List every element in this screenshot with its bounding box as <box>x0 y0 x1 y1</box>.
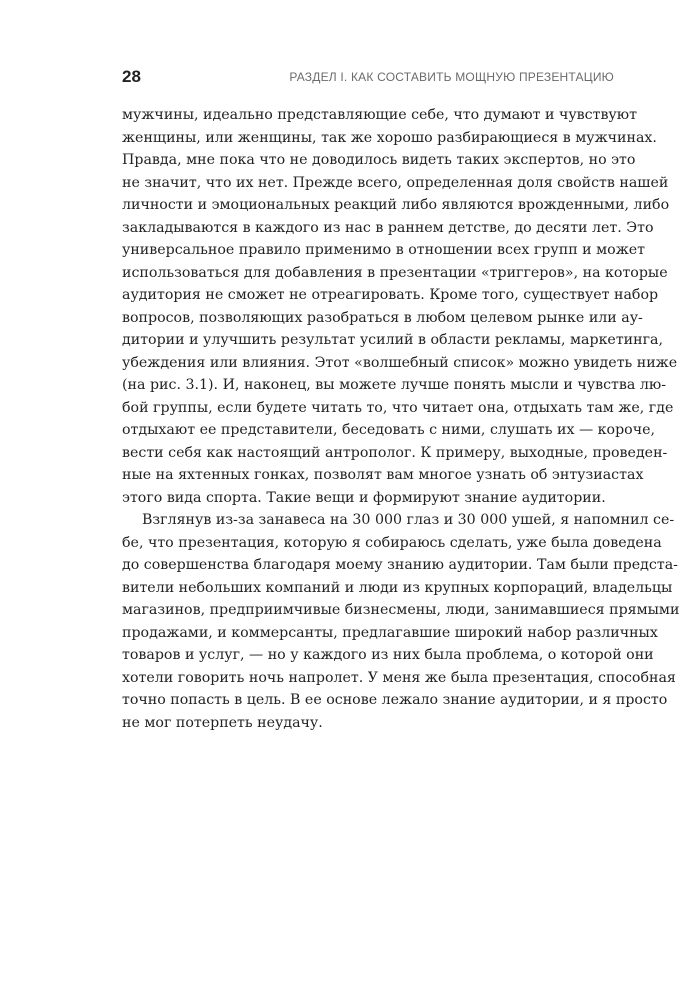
text-line: мужчины, идеально представляющие себе, что думают и чувствуют <box>122 107 637 123</box>
page-header <box>122 64 614 90</box>
text-line: дитории и улучшить результат усилий в области рекламы, маркетинга, <box>122 332 663 348</box>
text-line: бе, что презентация, которую я собираюсь сделать, уже была доведена <box>122 534 662 551</box>
text-line: магазинов, предприимчивые бизнесмены, люди, занимавшиеся прямыми <box>122 602 680 618</box>
body-text <box>122 104 680 734</box>
text-line: отдыхают ее представители, беседовать с ними, слушать их — короче, <box>122 422 655 438</box>
text-line: товаров и услуг, — но у каждого из них была проблема, о которой они <box>122 647 654 663</box>
text-line: аудитория не сможет не отреагировать. Кроме того, существует набор <box>122 287 659 303</box>
text-line: продажами, и коммерсанты, предлагавшие широкий набор различных <box>122 624 658 641</box>
text-line: не значит, что их нет. Прежде всего, определенная доля свойств нашей <box>122 174 669 191</box>
text-line: точно попасть в цель. В ее основе лежало знание аудитории, и я просто <box>122 692 668 708</box>
page-number: 28 <box>122 67 141 86</box>
text-line: этого вида спорта. Такие вещи и формируют знание аудитории. <box>122 489 606 506</box>
text-line: до совершенства благодаря моему знанию аудитории. Там были предста- <box>122 557 678 573</box>
text-line: бой группы, если будете читать то, что читает она, отдыхать там же, где <box>122 399 674 416</box>
text-line: вопросов, позволяющих разобраться в любом целевом рынке или ау- <box>122 309 643 326</box>
text-line: вести себя как настоящий антрополог. К примеру, выходные, проведен- <box>122 444 668 461</box>
text-line: Взглянув из-за занавеса на 30 000 глаз и 30 000 ушей, я напомнил се- <box>142 512 675 528</box>
text-line: ные на яхтенных гонках, позволят вам многое узнать об энтузиастах <box>122 467 644 483</box>
text-line: использоваться для добавления в презентации «триггеров», на которые <box>122 264 668 281</box>
running-title: РАЗДЕЛ I. КАК СОСТАВИТЬ МОЩНУЮ ПРЕЗЕНТАЦИЮ <box>289 70 614 84</box>
paragraph-1 <box>122 104 678 509</box>
text-line: хотели говорить ночь напролет. У меня же была презентация, способная <box>122 669 676 686</box>
text-line: женщины, или женщины, так же хорошо разбирающиеся в мужчинах. <box>122 129 657 146</box>
text-line: закладываются в каждого из нас в раннем детстве, до десяти лет. Это <box>122 219 654 236</box>
text-line: вители небольших компаний и люди из крупных корпораций, владельцы <box>122 579 673 596</box>
text-line: убеждения или влияния. Этот «волшебный список» можно увидеть ниже <box>122 354 678 371</box>
text-line: Правда, мне пока что не доводилось видеть таких экспертов, но это <box>122 152 636 168</box>
text-line: личности и эмоциональных реакций либо являются врожденными, либо <box>122 197 670 213</box>
paragraph-2 <box>122 509 680 734</box>
text-line: не мог потерпеть неудачу. <box>122 714 323 731</box>
text-line: (на рис. 3.1). И, наконец, вы можете лучше понять мысли и чувства лю- <box>122 377 667 393</box>
text-line: универсальное правило применимо в отношении всех групп и может <box>122 242 646 258</box>
